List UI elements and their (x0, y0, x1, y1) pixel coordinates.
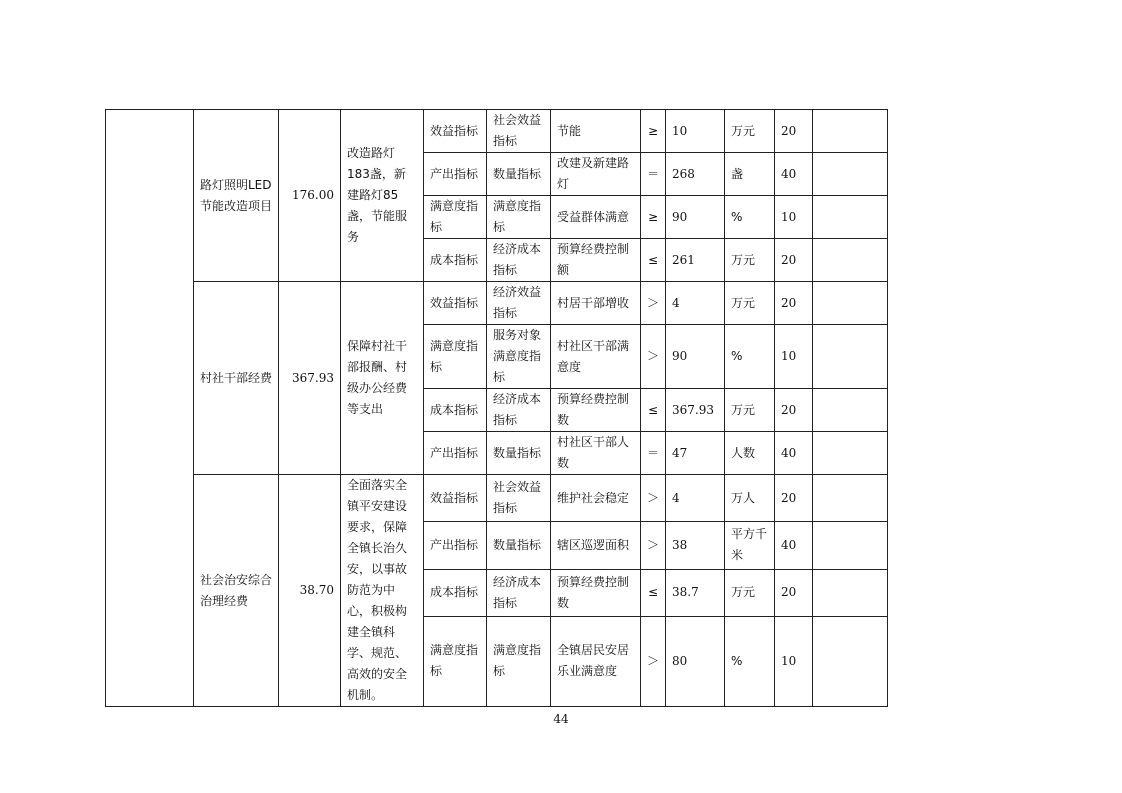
remark-cell (813, 153, 888, 196)
target-value: 80 (666, 616, 725, 706)
level1-indicator: 产出指标 (424, 432, 487, 475)
comparison-operator: ＞ (641, 325, 666, 389)
remark-cell (813, 522, 888, 569)
comparison-operator: ≤ (641, 569, 666, 616)
weight: 20 (775, 475, 813, 522)
level2-indicator: 社会效益指标 (487, 475, 551, 522)
weight: 10 (775, 196, 813, 239)
target-value: 90 (666, 196, 725, 239)
indicator-name: 预算经费控制数 (551, 389, 641, 432)
comparison-operator: ＞ (641, 282, 666, 325)
unit: 万元 (725, 110, 775, 153)
remark-cell (813, 475, 888, 522)
project-content: 全面落实全镇平安建设要求，保障全镇长治久安，以事故防范为中心，积极构建全镇科学、规范、高效的安全机制。 (341, 475, 424, 707)
level1-indicator: 成本指标 (424, 569, 487, 616)
remark-cell (813, 569, 888, 616)
unit: 盏 (725, 153, 775, 196)
weight: 20 (775, 389, 813, 432)
unit: 万人 (725, 475, 775, 522)
level1-indicator: 满意度指标 (424, 616, 487, 706)
remark-cell (813, 325, 888, 389)
level1-indicator: 满意度指标 (424, 325, 487, 389)
target-value: 261 (666, 239, 725, 282)
weight: 40 (775, 432, 813, 475)
target-value: 367.93 (666, 389, 725, 432)
indicator-name: 维护社会稳定 (551, 475, 641, 522)
level1-indicator: 产出指标 (424, 153, 487, 196)
indicator-name: 辖区巡逻面积 (551, 522, 641, 569)
remark-cell (813, 282, 888, 325)
indicator-name: 预算经费控制数 (551, 569, 641, 616)
weight: 20 (775, 282, 813, 325)
comparison-operator: ＝ (641, 432, 666, 475)
level1-indicator: 成本指标 (424, 389, 487, 432)
level2-indicator: 经济成本指标 (487, 239, 551, 282)
indicator-name: 改建及新建路灯 (551, 153, 641, 196)
project-name: 村社干部经费 (194, 282, 279, 475)
weight: 40 (775, 153, 813, 196)
unit: 万元 (725, 389, 775, 432)
indicator-name: 受益群体满意 (551, 196, 641, 239)
comparison-operator: ≥ (641, 196, 666, 239)
table-row (106, 110, 888, 153)
target-value: 38 (666, 522, 725, 569)
unit: % (725, 196, 775, 239)
comparison-operator: ≥ (641, 110, 666, 153)
target-value: 47 (666, 432, 725, 475)
unit: 万元 (725, 282, 775, 325)
level1-indicator: 效益指标 (424, 475, 487, 522)
project-name: 路灯照明LED节能改造项目 (194, 110, 279, 282)
table-row (106, 282, 888, 325)
indicator-name: 预算经费控制额 (551, 239, 641, 282)
target-value: 90 (666, 325, 725, 389)
level2-indicator: 经济效益指标 (487, 282, 551, 325)
comparison-operator: ≤ (641, 239, 666, 282)
target-value: 268 (666, 153, 725, 196)
comparison-operator: ＝ (641, 153, 666, 196)
unit: % (725, 616, 775, 706)
weight: 20 (775, 239, 813, 282)
unit: % (725, 325, 775, 389)
level1-indicator: 效益指标 (424, 110, 487, 153)
remark-cell (813, 196, 888, 239)
page-number: 44 (553, 712, 569, 726)
level2-indicator: 数量指标 (487, 432, 551, 475)
project-content: 保障村社干部报酬、村级办公经费等支出 (341, 282, 424, 475)
level1-indicator: 效益指标 (424, 282, 487, 325)
unit: 万元 (725, 569, 775, 616)
weight: 20 (775, 110, 813, 153)
unit: 万元 (725, 239, 775, 282)
remark-cell (813, 432, 888, 475)
performance-table (105, 109, 888, 707)
indicator-name: 村社区干部人数 (551, 432, 641, 475)
level1-indicator: 成本指标 (424, 239, 487, 282)
weight: 20 (775, 569, 813, 616)
remark-cell (813, 389, 888, 432)
level2-indicator: 社会效益指标 (487, 110, 551, 153)
indicator-name: 村居干部增收 (551, 282, 641, 325)
level1-indicator: 产出指标 (424, 522, 487, 569)
table-row (106, 475, 888, 522)
comparison-operator: ＞ (641, 616, 666, 706)
indicator-name: 节能 (551, 110, 641, 153)
comparison-operator: ≤ (641, 389, 666, 432)
comparison-operator: ＞ (641, 522, 666, 569)
level2-indicator: 经济成本指标 (487, 389, 551, 432)
project-amount: 176.00 (279, 110, 341, 282)
project-name: 社会治安综合治理经费 (194, 475, 279, 707)
remark-cell (813, 110, 888, 153)
level2-indicator: 满意度指标 (487, 196, 551, 239)
unit: 平方千米 (725, 522, 775, 569)
department-cell (106, 110, 194, 707)
target-value: 10 (666, 110, 725, 153)
remark-cell (813, 616, 888, 706)
comparison-operator: ＞ (641, 475, 666, 522)
weight: 10 (775, 616, 813, 706)
project-amount: 367.93 (279, 282, 341, 475)
level2-indicator: 经济成本指标 (487, 569, 551, 616)
weight: 10 (775, 325, 813, 389)
target-value: 4 (666, 282, 725, 325)
target-value: 4 (666, 475, 725, 522)
level2-indicator: 数量指标 (487, 153, 551, 196)
target-value: 38.7 (666, 569, 725, 616)
level2-indicator: 数量指标 (487, 522, 551, 569)
project-amount: 38.70 (279, 475, 341, 707)
indicator-name: 全镇居民安居乐业满意度 (551, 616, 641, 706)
weight: 40 (775, 522, 813, 569)
unit: 人数 (725, 432, 775, 475)
remark-cell (813, 239, 888, 282)
level1-indicator: 满意度指标 (424, 196, 487, 239)
project-content: 改造路灯183盏，新建路灯85盏，节能服务 (341, 110, 424, 282)
level2-indicator: 满意度指标 (487, 616, 551, 706)
indicator-name: 村社区干部满意度 (551, 325, 641, 389)
level2-indicator: 服务对象满意度指标 (487, 325, 551, 389)
